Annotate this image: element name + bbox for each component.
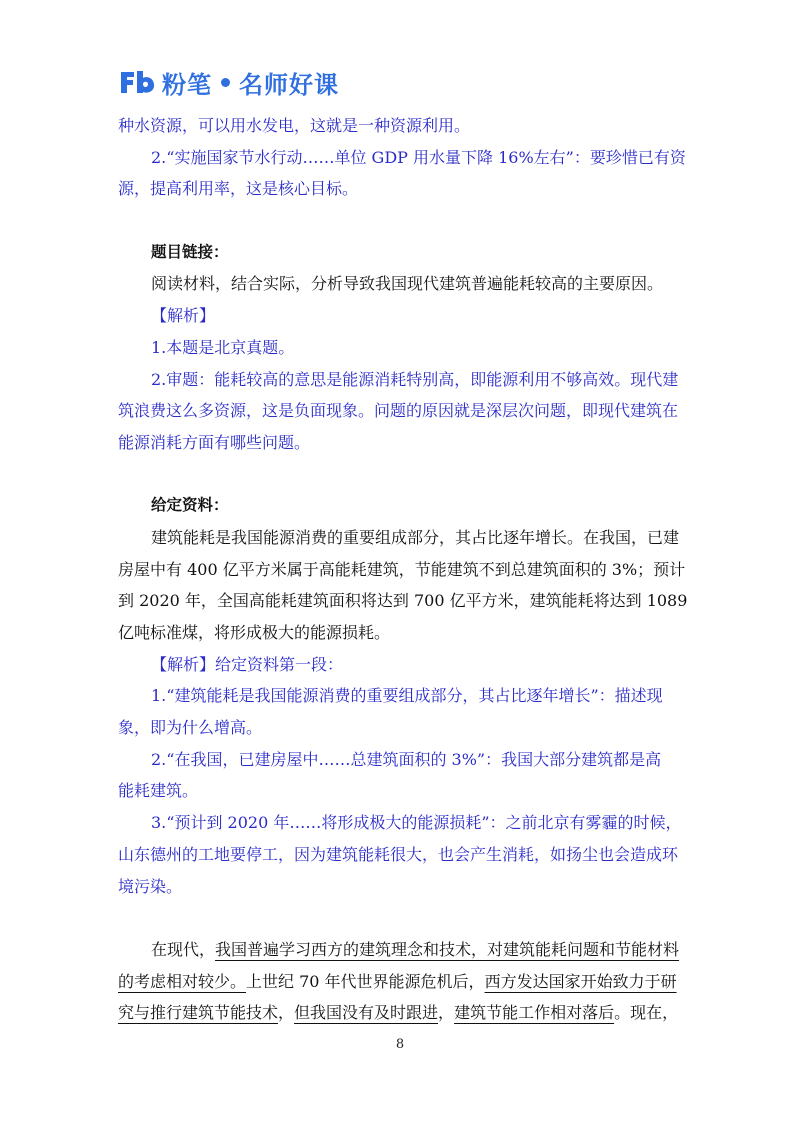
brand-tagline: 名师好课 [239, 70, 339, 99]
text-line: 房屋中有 400 亿平方米属于高能耗建筑，节能建筑不到总建筑面积的 3%；预计 [118, 559, 686, 579]
underlined-text: 我国普遍学习西方的建筑理念和技术，对建筑能耗问题和节能材料 [215, 939, 680, 959]
underlined-text: 但我国没有及时跟进 [294, 1003, 439, 1023]
text-line: 1.“建筑能耗是我国能源消费的重要组成部分，其占比逐年增长”：描述现 [151, 686, 663, 706]
text-line: 能耗建筑。 [118, 781, 199, 801]
question-text: 阅读材料，结合实际，分析导致我国现代建筑普遍能耗较高的主要原因。 [151, 274, 664, 294]
text-span: 在现代， [151, 939, 216, 959]
underlined-text: 究与推行建筑节能技术 [118, 1003, 279, 1023]
analysis-label: 【解析】 [151, 306, 216, 326]
text-line: 源，提高利用率，这是核心目标。 [118, 179, 359, 199]
section-heading-material: 给定资料： [151, 496, 229, 515]
text-line: 2.“在我国，已建房屋中……总建筑面积的 3%”：我国大部分建筑都是高 [151, 749, 662, 769]
underlined-text: 的考虑相对较少。 [118, 971, 247, 991]
analysis-label: 【解析】给定资料第一段： [151, 654, 344, 674]
text-line: 象，即为什么增高。 [118, 718, 263, 738]
document-body [118, 110, 688, 1029]
text-line: 2.“实施国家节水行动……单位 GDP 用水量下降 16%左右”：要珍惜已有资 [151, 147, 686, 167]
text-line: 建筑能耗是我国能源消费的重要组成部分，其占比逐年增长。在我国，已建 [151, 527, 680, 547]
text-line: 筑浪费这么多资源，这是负面现象。问题的原因就是深层次问题，即现代建筑在 [118, 401, 679, 421]
fenbi-logo-icon [118, 67, 158, 97]
text-span: 上世纪 70 年代世界能源危机后， [246, 971, 485, 991]
text-line [118, 997, 684, 1029]
brand-name: 粉笔 [162, 70, 212, 99]
text-line: 3.“预计到 2020 年……将形成极大的能源损耗”：之前北京有雾霾的时候， [151, 813, 682, 833]
underlined-text: 建筑节能工作相对落后 [454, 1003, 615, 1023]
text-line: 2.审题：能耗较高的意思是能源消耗特别高，即能源利用不够高效。现代建 [151, 369, 679, 389]
page-number: 8 [395, 1037, 405, 1052]
text-line [118, 934, 684, 966]
text-span: ， [278, 1003, 295, 1023]
text-line: 到 2020 年，全国高能耗建筑面积将达到 700 亿平方米，建筑能耗将达到 1089 [118, 591, 688, 611]
text-line: 能源消耗方面有哪些问题。 [118, 432, 311, 452]
text-line: 亿吨标准煤，将形成极大的能源损耗。 [118, 623, 391, 642]
text-line: 山东德州的工地要停工，因为建筑能耗很大，也会产生消耗，如扬尘也会造成环 [118, 844, 679, 864]
text-line: 境污染。 [118, 876, 183, 896]
section-heading-question-link: 题目链接： [151, 242, 229, 261]
separator-dot [221, 78, 230, 87]
text-line [118, 966, 684, 998]
underlined-text: 西方发达国家开始致力于研 [484, 971, 677, 991]
text-line: 种水资源，可以用水发电，这就是一种资源利用。 [118, 116, 471, 135]
text-line: 1.本题是北京真题。 [151, 337, 295, 357]
text-span: 。现在， [614, 1003, 679, 1023]
text-span: ， [438, 1003, 455, 1023]
page-header [118, 62, 339, 102]
